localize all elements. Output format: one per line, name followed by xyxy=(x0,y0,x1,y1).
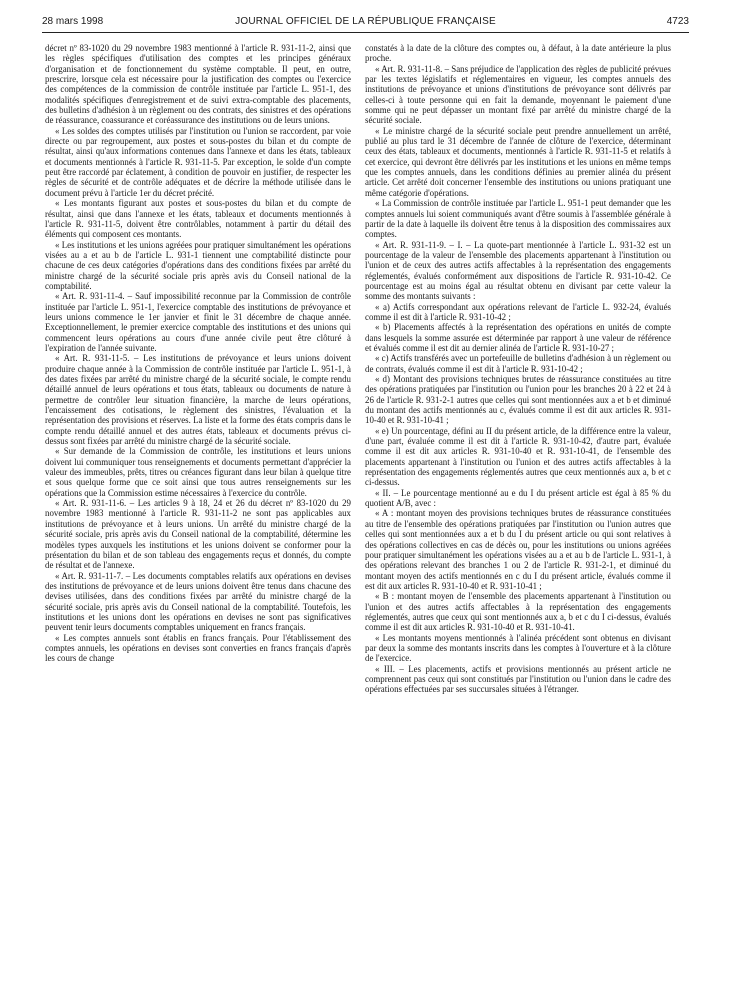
paragraph: « d) Montant des provisions techniques brutes de réassurance constituées au titre des opérations pratiquées par l'institution ou l'union pour les branches 20 à 22 et 24 à 26 de l'article R. 931-2-1 autres que celles qui sont mentionnées aux a et b et diminué du montant des actifs mentionnés au c, évalués comme il est dit aux articles R. 931-10-40 et R. 931-10-41 ; xyxy=(365,374,671,426)
paragraph: « La Commission de contrôle instituée par l'article L. 951-1 peut demander que les comptes annuels lui soient communiqués avant d'être soumis à l'assemblée générale à partir de la date à laquelle ils doivent être tenus à la disposition des commissaires aux comptes. xyxy=(365,198,671,240)
paragraph: « II. – Le pourcentage mentionné au e du I du présent article est égal à 85 % du quotient A/B, avec : xyxy=(365,487,671,509)
paragraph: constatés à la date de la clôture des comptes ou, à défaut, à la date antérieure la plus proche. xyxy=(365,43,671,64)
paragraph: « Les institutions et les unions agréées pour pratiquer simultanément les opérations visées au a et au b de l'article L. 931-1 tiennent une comptabilité distincte pour chacune de ces deux catégories d'opérations dans des conditions fixées par arrêté du ministre chargé de la sécurité sociale pris après avis du Conseil national de la comptabilité. xyxy=(45,239,351,291)
paragraph: « A : montant moyen des provisions techniques brutes de réassurance constituées au titre de l'ensemble des opérations pratiquées par l'institution ou l'union autres que celles qui sont mentionnées aux a et b du I du présent article ou qui sont relatives à des opérations collectives en cas de décès ou, pour les institutions ou unions agréées pour pratiquer simultanément les opérations visées au a et au b de l'article L. 931-1, à des opérations relevant des branches 1 ou 2 de l'article R. 931-2-1, et diminué du montant moyen des actifs mentionnés en c du I du présent article, évalués comme il est dit aux articles R. 931-10-40 et R. 931-10-41 ; xyxy=(365,508,671,591)
paragraph: « Le ministre chargé de la sécurité sociale peut prendre annuellement un arrêté, publié au plus tard le 31 décembre de l'année de clôture de l'exercice, déterminant ceux des états, tableaux et documents, mentionnés à l'article R. 931-11-5 et relatifs à cet exercice, qui devront être délivrés par les institutions et les unions en même temps que les comptes annuels, dans les conditions définies au premier alinéa du présent article. Cet arrêté doit concerner l'ensemble des institutions ou unions pratiquant une même catégorie d'opérations. xyxy=(365,125,671,198)
paragraph: « Sur demande de la Commission de contrôle, les institutions et leurs unions doivent lui communiquer tous renseignements et documents permettant d'apprécier la valeur des immeubles, prêts, titres ou créances figurant dans leur bilan à quelque titre et sous quelque forme que ce soit ainsi que tous autres renseignements sur les opérations que la Commission estime nécessaires à l'exercice du contrôle. xyxy=(45,446,351,498)
header-page-number: 4723 xyxy=(666,16,689,27)
right-column xyxy=(365,43,671,695)
header-title: JOURNAL OFFICIEL DE LA RÉPUBLIQUE FRANÇAISE xyxy=(235,16,496,27)
paragraph: « Les comptes annuels sont établis en francs français. Pour l'établissement des comptes annuels, les opérations en devises sont converties en francs français d'après les cours de change xyxy=(45,632,351,664)
paragraph: « Les soldes des comptes utilisés par l'institution ou l'union se raccordent, par voie directe ou par regroupement, aux postes et sous-postes du bilan et du compte de résultat, ainsi qu'aux informations contenues dans l'annexe et dans les états, tableaux et documents mentionnés à l'article R. 931-11-5. Par exception, le solde d'un compte peut être raccordé par éclatement, à condition de pouvoir en justifier, de respecter les règles de sécurité et de contrôle adéquates et de décrire la méthode utilisée dans le document prévu à l'article 1er du décret précité. xyxy=(45,125,351,198)
page-header xyxy=(42,14,689,33)
paragraph: « Art. R. 931-11-5. – Les institutions de prévoyance et leurs unions doivent produire chaque année à la Commission de contrôle instituée par l'article L. 951-1, à des dates fixées par arrêté du ministre chargé de la sécurité sociale, le compte rendu détaillé annuel de leurs opérations et tous états, tableaux ou documents de nature à permettre de contrôler leur situation financière, la marche de leurs opérations, l'encaissement des cotisations, le règlement des sinistres, l'évaluation et la représentation des provisions et réserves. La liste et la forme des états compris dans le compte rendu détaillé annuel et des autres états, tableaux et documents prévus ci-dessus sont fixées par arrêté du ministre chargé de la sécurité sociale. xyxy=(45,353,351,447)
paragraph: « Art. R. 931-11-7. – Les documents comptables relatifs aux opérations en devises des institutions de prévoyance et de leurs unions doivent être tenus dans chacune des devises utilisées, dans des conditions fixées par arrêté du ministre chargé de la sécurité sociale, pris après avis du Conseil national de la comptabilité. Toutefois, les institutions et les unions dont les opérations en devises ne sont pas significatives peuvent tenir leurs documents comptables uniquement en francs français. xyxy=(45,570,351,633)
paragraph: « c) Actifs transférés avec un portefeuille de bulletins d'adhésion à un règlement ou de contrats, évalués comme il est dit à l'article R. 931-10-42 ; xyxy=(365,353,671,374)
paragraph: décret nº 83-1020 du 29 novembre 1983 mentionné à l'article R. 931-11-2, ainsi que les règles spécifiques d'utilisation des comptes et les principes généraux d'organisation et de fonctionnement du système comptable. Il peut, en outre, prescrire, lorsque cela est nécessaire pour la justification des comptes ou l'exercice des compétences de la commission de contrôle instituée par l'article L. 951-1, des modalités spécifiques d'enregistrement et de suivi extra-comptable des placements, des bulletins d'adhésion à un règlement ou des contrats, des sinistres et des opérations de réassurance, coassurance et coréassurance des institutions ou de leurs unions. xyxy=(45,43,351,126)
paragraph: « Art. R. 931-11-9. – I. – La quote-part mentionnée à l'article L. 931-32 est un pourcentage de la valeur de l'ensemble des placements appartenant à l'institution ou l'union et de ceux des autres actifs affectables à la représentation des engagements réglementés, évalués conformément aux dispositions de l'article R. 931-10-42. Ce pourcentage est au moins égal au résultat obtenu en divisant par cette valeur la somme des montants suivants : xyxy=(365,239,671,302)
paragraph: « Les montants moyens mentionnés à l'alinéa précédent sont obtenus en divisant par deux la somme des montants inscrits dans les comptes à l'ouverture et à la clôture de l'exercice. xyxy=(365,632,671,664)
header-date: 28 mars 1998 xyxy=(42,16,104,27)
left-column xyxy=(45,43,351,664)
paragraph: « Art. R. 931-11-4. – Sauf impossibilité reconnue par la Commission de contrôle instituée par l'article L. 951-1, l'exercice comptable des institutions de prévoyance et leurs unions commence le 1er janvier et finit le 31 décembre de chaque année. Exceptionnellement, le premier exercice comptable des institutions et des unions qui commencent leurs opérations au cours d'une année civile peut être clôturé à l'expiration de l'année suivante. xyxy=(45,291,351,353)
paragraph: « b) Placements affectés à la représentation des opérations en unités de compte dans lesquels la somme assurée est déterminée par rapport à une valeur de référence et évalués comme il est dit au dernier alinéa de l'article R. 931-10-27 ; xyxy=(365,322,671,353)
paragraph: « B : montant moyen de l'ensemble des placements appartenant à l'institution ou l'union et des autres actifs affectables à la représentation des engagements réglementés, autres que ceux qui sont mentionnés aux a, b et c du I ci-dessus, évalués comme il est dit aux articles R. 931-10-40 et R. 931-10-41. xyxy=(365,591,671,633)
paragraph: « a) Actifs correspondant aux opérations relevant de l'article L. 932-24, évalués comme il est dit à l'article R. 931-10-42 ; xyxy=(365,301,671,322)
paragraph: « Art. R. 931-11-8. – Sans préjudice de l'application des règles de publicité prévues par les textes législatifs et réglementaires en vigueur, les comptes annuels des institutions de prévoyance et unions d'institutions de prévoyance sont délivrés par celles-ci à toute personne qui en fait la demande, moyennant le paiement d'une somme qui ne peut dépasser un montant fixé par arrêté du ministre chargé de la sécurité sociale. xyxy=(365,63,671,126)
paragraph: « Art. R. 931-11-6. – Les articles 9 à 18, 24 et 26 du décret nº 83-1020 du 29 novembre 1983 mentionné à l'article R. 931-11-2 ne sont pas applicables aux institutions de prévoyance et à leurs unions. Un arrêté du ministre chargé de la sécurité sociale, pris après avis du Conseil national de la comptabilité, détermine les modèles types auxquels les institutions et les unions doivent se conformer pour la présentation du bilan et de son tableau des engagements reçus et donnés, du compte de résultat et de l'annexe. xyxy=(45,498,351,571)
paragraph: « III. – Les placements, actifs et provisions mentionnés au présent article ne comprennent pas ceux qui sont constitués par l'institution ou l'union dans le cadre des opérations effectuées par ses succursales situées à l'étranger. xyxy=(365,663,671,695)
paragraph: « e) Un pourcentage, défini au II du présent article, de la différence entre la valeur, d'une part, évaluée comme il est dit à l'article R. 931-10-42, d'autre part, évaluée comme il est dit aux articles R. 931-10-40 et R. 931-10-41, de l'ensemble des placements appartenant à l'institution ou l'union et des autres actifs affectables à la représentation des engagements réglementés autres que ceux mentionnés aux a, b et c ci-dessus. xyxy=(365,425,671,488)
paragraph: « Les montants figurant aux postes et sous-postes du bilan et du compte de résultat, ainsi que dans l'annexe et les états, tableaux et documents mentionnés à l'article R. 931-11-5, doivent être contrôlables, notamment à partir du détail des éléments qui composent ces montants. xyxy=(45,198,351,240)
